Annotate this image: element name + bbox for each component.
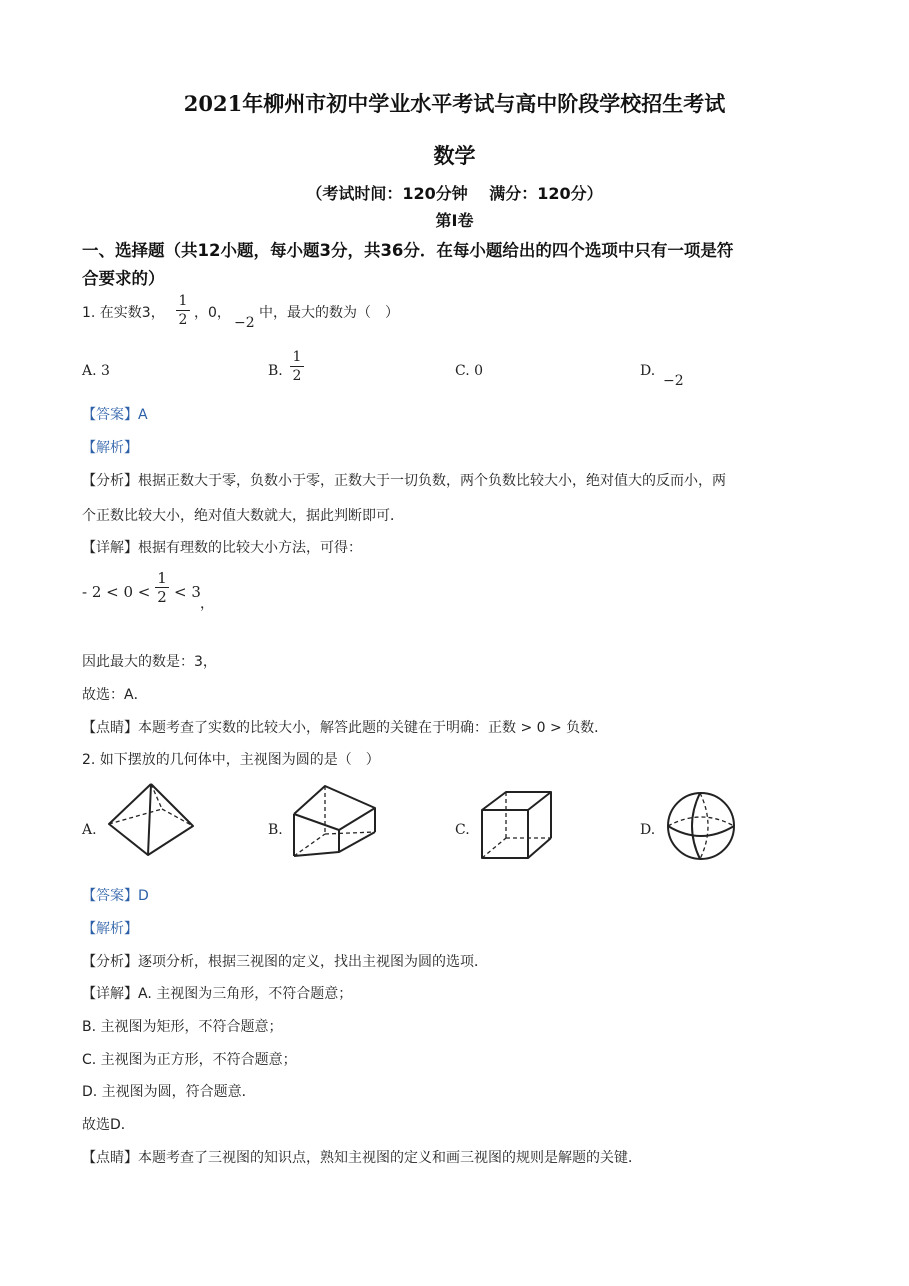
q2-detail-b: B. 主视图为矩形，不符合题意； — [82, 1019, 283, 1035]
q2-option-c-label: C. — [455, 822, 470, 838]
triangular-prism-figure — [290, 782, 380, 862]
q2-option-d-label: D. — [640, 822, 656, 838]
q1-option-b-label: B. — [268, 363, 283, 379]
q1-inequality-left: - 2 < 0 < — [82, 583, 151, 601]
sphere-figure — [664, 790, 740, 864]
q1-inequality-right: < 3 — [174, 583, 201, 601]
q1-option-d-label: D. — [640, 363, 656, 379]
q2-choose: 故选D． — [82, 1117, 135, 1133]
q2-answer: 【答案】D — [82, 888, 149, 904]
q2-comment: 【点睛】本题考查了三视图的知识点，熟知主视图的定义和画三视图的规则是解题的关键． — [82, 1150, 642, 1166]
q1-neg-two: −2 — [234, 315, 255, 331]
section-heading-line1: 一、选择题（共12小题，每小题3分，共36分．在每小题给出的四个选项中只有一项是符 — [82, 241, 734, 260]
q1-inequality-comma: ， — [200, 596, 214, 612]
q1-result: 因此最大的数是：3， — [82, 654, 217, 670]
q1-answer: 【答案】A — [82, 407, 148, 423]
square-pyramid-figure — [105, 780, 200, 862]
q1-ineq-den: 2 — [157, 588, 167, 606]
q2-option-b-label: B. — [268, 822, 283, 838]
q1-option-a: A. 3 — [82, 363, 110, 379]
q1-frac-bar — [176, 310, 190, 311]
q1-option-d-value: −2 — [663, 373, 684, 389]
q2-option-a-label: A. — [82, 822, 97, 838]
q1-choose: 故选：A． — [82, 687, 148, 703]
cube-figure — [478, 788, 558, 863]
q2-detail-a: 【详解】A. 主视图为三角形，不符合题意； — [82, 986, 353, 1002]
q1-analysis-label: 【解析】 — [82, 440, 138, 456]
volume-label: 第I卷 — [435, 211, 474, 230]
q1-analysis-line2: 个正数比较大小，绝对值大数就大，据此判断即可． — [82, 508, 404, 524]
q2-detail-d: D. 主视图为圆，符合题意． — [82, 1084, 256, 1100]
q1-option-b-bar — [290, 366, 304, 367]
q2-analysis: 【分析】逐项分析，根据三视图的定义，找出主视图为圆的选项． — [82, 954, 488, 970]
q1-suffix: 中，最大的数为（ ） — [259, 305, 399, 321]
document-title: 2021年柳州市初中学业水平考试与高中阶段学校招生考试 — [183, 91, 726, 116]
q1-prefix: 1. 在实数3， — [82, 305, 165, 321]
q1-option-c: C. 0 — [455, 363, 484, 379]
q1-fraction — [176, 293, 190, 328]
q1-ineq-num: 1 — [157, 569, 167, 587]
q1-analysis-line1: 【分析】根据正数大于零，负数小于零，正数大于一切负数，两个负数比较大小，绝对值大的反而小，两 — [82, 473, 726, 489]
q1-frac-num: 1 — [178, 293, 188, 309]
section-heading-line2: 合要求的） — [82, 269, 165, 288]
subject-title: 数学 — [433, 143, 476, 168]
q1-frac-den: 2 — [178, 312, 188, 328]
exam-info: （考试时间：120分钟 满分：120分） — [306, 184, 603, 203]
q2-question: 2. 如下摆放的几何体中，主视图为圆的是（ ） — [82, 752, 380, 768]
q1-inequality-fraction — [155, 570, 169, 605]
q1-option-b-fraction — [290, 349, 304, 384]
q1-detail: 【详解】根据有理数的比较大小方法，可得： — [82, 540, 362, 556]
q1-comment: 【点睛】本题考查了实数的比较大小，解答此题的关键在于明确：正数 > 0 > 负数． — [82, 720, 609, 736]
q1-mid: ，0， — [194, 305, 231, 321]
q1-option-b-num: 1 — [292, 349, 302, 365]
q2-detail-c: C. 主视图为正方形，不符合题意； — [82, 1052, 297, 1068]
q1-option-b-den: 2 — [292, 368, 302, 384]
q2-analysis-label: 【解析】 — [82, 921, 138, 937]
